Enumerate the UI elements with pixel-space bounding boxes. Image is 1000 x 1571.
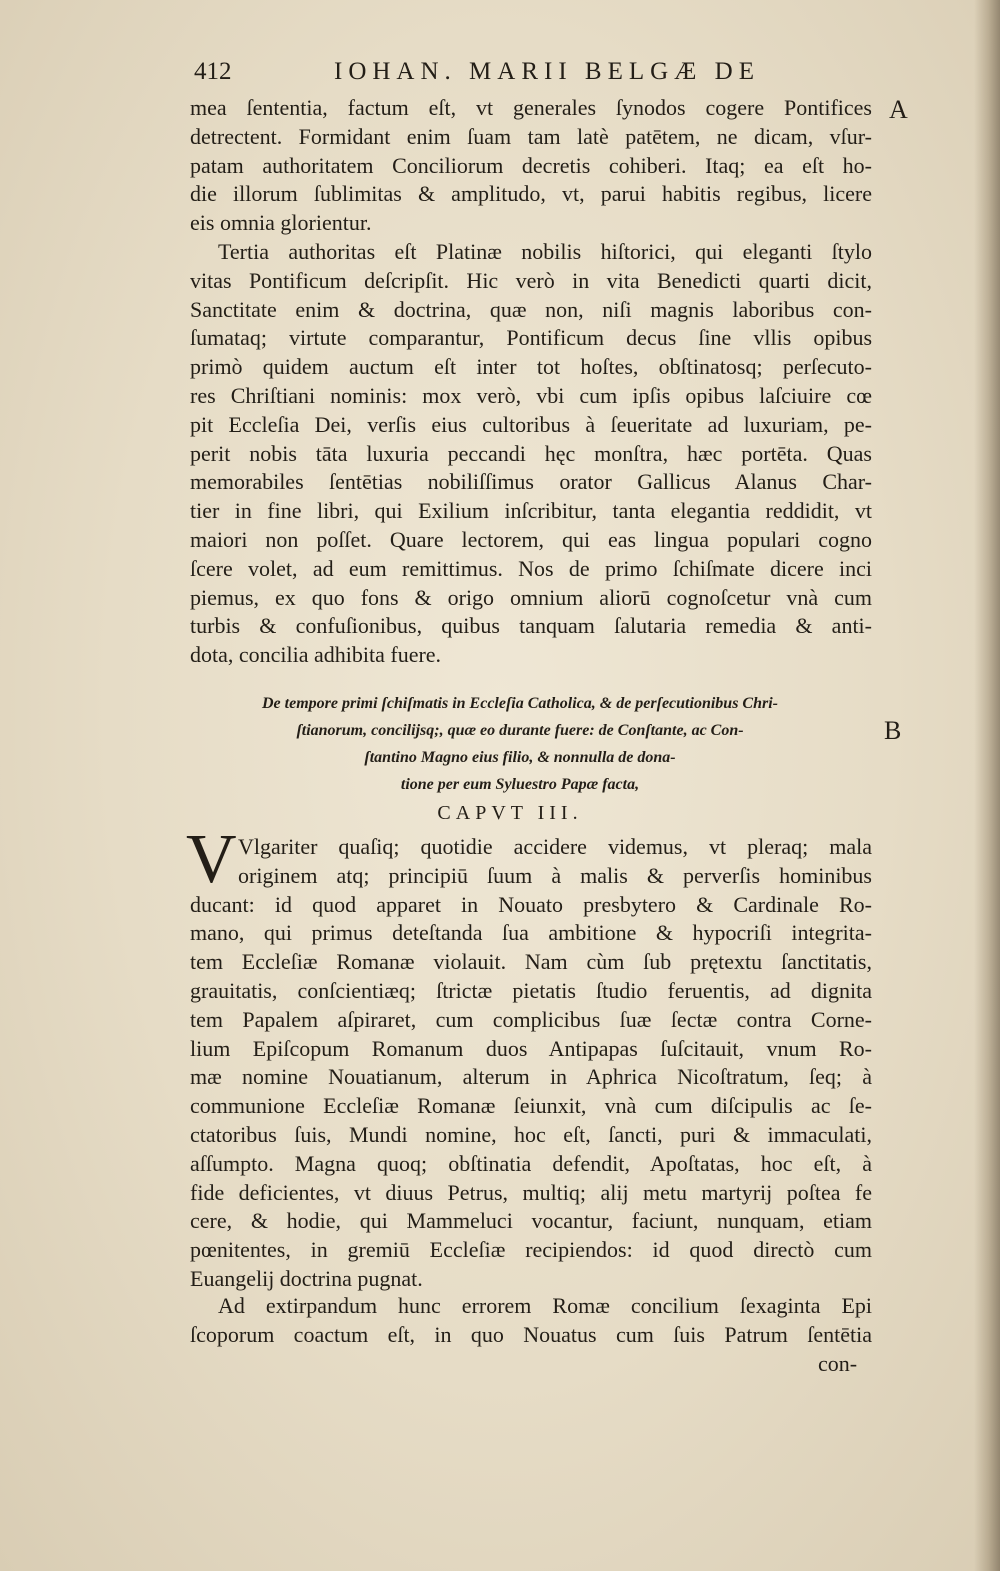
text-line: primò quidem auctum eſt inter tot hoſtes, obſtinatosq; perſecuto- <box>190 354 872 380</box>
text-line: mano, qui primus deteſtanda ſua ambitione & hypocriſi integrita- <box>190 920 872 946</box>
text-line: pœnitentes, in gremiū Eccleſiæ recipiendos: id quod directò cum <box>190 1237 872 1263</box>
text-line: Sanctitate enim & doctrina, quæ non, niſi magnis laboribus con- <box>190 296 872 322</box>
text-line: fide deficientes, vt diuus Petrus, multiq; alij metu martyrij poſtea fe <box>190 1179 872 1205</box>
margin-letter-a: A <box>889 95 908 124</box>
running-header <box>194 58 874 88</box>
text-line: ſcere volet, ad eum remittimus. Nos de primo ſchiſmate dicere inci <box>190 555 872 581</box>
subtitle-line: ſtantino Magno eius filio, & nonnulla de dona- <box>364 749 676 766</box>
subtitle-line: ſtianorum, concilijsq;, quæ eo durante fuere: de Conſtante, ac Con- <box>296 722 744 739</box>
text-line: mæ nomine Nouatianum, alterum in Aphrica Nicoſtratum, ſeq; à <box>190 1064 872 1090</box>
text-line: piemus, ex quo fons & origo omnium aliorū cognoſcetur vnà cum <box>190 584 872 610</box>
text-line: patam authoritatem Conciliorum decretis cohiberi. Itaq; ea eſt ho- <box>190 152 872 178</box>
text-line: vitas Pontificum deſcripſit. Hic verò in vita Benedicti quarti dicit, <box>190 267 872 293</box>
text-line: Tertia authoritas eſt Platinæ nobilis hiſtorici, qui eleganti ſtylo <box>218 238 872 264</box>
text-block-1 <box>190 94 872 670</box>
text-line: ſcoporum coactum eſt, in quo Nouatus cum ſuis Patrum ſentētia <box>190 1321 872 1347</box>
text-line: ſumataq; virtute comparantur, Pontificum decus ſine vllis opibus <box>190 325 872 351</box>
text-line: originem atq; principiū ſuum à malis & perverſis hominibus <box>238 862 872 888</box>
drop-capital: V <box>186 821 237 898</box>
page-number: 412 <box>194 58 232 85</box>
text-line: ducant: id quod apparet in Nouato presbytero & Cardinale Ro- <box>190 891 872 917</box>
text-line: tem Papalem aſpiraret, cum complicibus ſuæ ſectæ contra Corne- <box>190 1006 872 1032</box>
text-line: dota, concilia adhibita fuere. <box>190 642 442 668</box>
text-line: pit Eccleſia Dei, verſis eius cultoribus à ſeueritate ad luxuriam, pe- <box>190 411 872 437</box>
text-line: tier in fine libri, qui Exilium inſcribitur, tanta elegantia reddidit, vt <box>190 498 872 524</box>
text-line: memorabiles ſentētias nobiliſſimus orator Gallicus Alanus Char- <box>190 469 872 495</box>
page-gutter-shadow <box>974 0 1000 1571</box>
text-block-2 <box>190 833 872 1294</box>
chapter-subtitle <box>200 690 840 798</box>
text-line: mea ſententia, factum eſt, vt generales ſynodos cogere Pontifices <box>190 95 872 120</box>
text-line: cere, & hodie, qui Mammeluci vocantur, faciunt, nunquam, etiam <box>190 1208 872 1234</box>
text-line: tem Eccleſiæ Romanæ violauit. Nam cùm ſub prętextu ſanctitatis, <box>190 949 872 975</box>
text-line: communione Eccleſiæ Romanæ ſeiunxit, vnà cum diſcipulis ac ſe- <box>190 1093 872 1119</box>
text-line: ctatoribus ſuis, Mundi nomine, hoc eſt, ſancti, puri & immaculati, <box>190 1121 872 1147</box>
catchword: con- <box>818 1351 858 1376</box>
text-line: turbis & confuſionibus, quibus tanquam ſalutaria remedia & anti- <box>190 613 872 639</box>
text-line: eis omnia glorientur. <box>190 210 372 236</box>
running-title: IOHAN. MARII BELGÆ DE <box>334 58 760 85</box>
subtitle-line: tione per eum Syluestro Papæ facta, <box>400 776 640 793</box>
text-line: lium Epiſcopum Romanum duos Antipapas ſuſcitauit, vnum Ro- <box>190 1035 872 1061</box>
text-line: Vlgariter quaſiq; quotidie accidere videmus, vt pleraq; mala <box>238 834 872 859</box>
chapter-title: CAPVT III. <box>437 802 583 824</box>
text-line: maiori non poſſet. Quare lectorem, qui eas lingua populari cogno <box>190 526 872 552</box>
subtitle-line: De tempore primi ſchiſmatis in Eccleſia Catholica, & de perſecutionibus Chri- <box>262 695 778 712</box>
text-line: aſſumpto. Magna quoq; obſtinatia defendit, Apoſtatas, hoc eſt, à <box>190 1150 872 1176</box>
text-line: Euangelij doctrina pugnat. <box>190 1265 423 1291</box>
text-block-3 <box>190 1292 872 1350</box>
margin-letter-b: B <box>884 716 902 745</box>
text-line: grauitatis, conſcientiæq; ſtrictæ pietatis ſtudio feruentis, ad dignita <box>190 977 872 1003</box>
text-line: perit nobis tāta luxuria peccandi hęc monſtra, hæc portēta. Quas <box>190 440 872 466</box>
text-line: die illorum ſublimitas & amplitudo, vt, parui habitis regibus, licere <box>190 181 872 207</box>
text-line: detrectent. Formidant enim ſuam tam latè patētem, ne dicam, vſur- <box>190 123 872 149</box>
text-line: Ad extirpandum hunc errorem Romæ concilium ſexaginta Epi <box>218 1293 872 1318</box>
text-line: res Chriſtiani nominis: mox verò, vbi cum ipſis opibus laſciuire cœ <box>190 382 872 408</box>
